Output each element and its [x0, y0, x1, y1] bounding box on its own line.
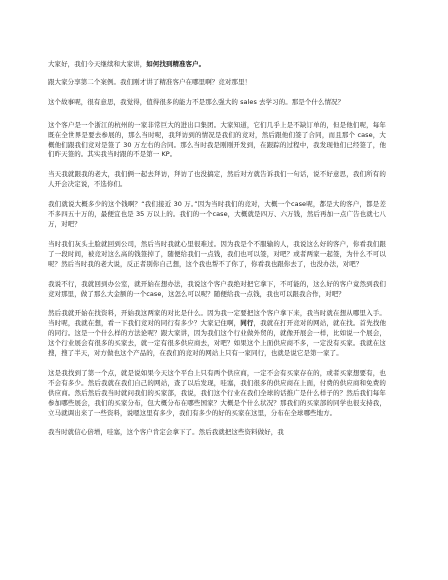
paragraph-10	[48, 369, 386, 419]
paragraph-10-text: 这是我找到了第一个点，就是说如果今天这个平台上只有两个供应商，一定不会有买家存在的，或者买家想要有，也不会有多少。然后我就在我们自己的网站，查了以后发现，哇塞，我们很多的供应商在上面，付费的供应商和免费的供应商。然后然后我当时就问我们的买家部，我说，我们这个行业在我们全球的话推广是什么样子的？然后我们每年参加哪些展会，我们的买家分布，包大概分布在哪些国家？大概是个什么状况？那我们的买家部的同学也很支持我，立马就调出来了一些资料，说嗯这里有多少，我们有多少的好的买家在这里，分布在全球哪些地方。	[48, 368, 386, 417]
paragraph-2-text: 跟大家分享第二个案例。我们刚才讲了精准客户在哪里啊？竞对那里！	[48, 77, 252, 86]
paragraph-5	[48, 170, 386, 190]
paragraph-4	[48, 121, 386, 161]
paragraph-4-text: 这个客户是一个浙江的杭州的一家非常巨大的进出口集团。大家知道，它们几乎上是不缺订单的，但是他们呢，每年既在全世界是要去参展的，那么当时呢，我拜访到的情况是我们的竞对，然后跟他们签了合同，而且那个 case，大概他们跟我们竞对是签了 30 万左右的合同。那么当时我是刚刚开发到，在跟踪的过程中，我发现他们已经签了，他们昨天签的。其实我当时跟的不是第一 KP。	[48, 120, 386, 159]
paragraph-9-text-b: ，我就在打开竞对的网站，就在找。首先找他的同行。这是一个什么样的方法论呢？跟大家讲，因为我们这个行业做外贸的，就像开展会一样，比如说一个展会，这个行业展会有很多的买家去，就一定有很多供应商去，对吧？如果这个上面供应商不多，一定没有买家。我就在这搜，搜了半天，对方做也这个产品的，在我们的竞对的网站上只有一家同行，也就是说它是第一家了。	[48, 319, 386, 358]
paragraph-5-text: 当天我就跟我的老大，我们俩一起去拜访，拜访了也没搞定，然后对方就告诉我们一句话，说不好意思，我们所有的人开会决定说，不选你们。	[48, 170, 386, 189]
paragraph-11	[48, 428, 386, 438]
paragraph-9-text-a: 然后我就开始在找资料，开始我这两家的对比是什么。因为我一定要把这个客户拿下来，我当时就在想从哪里入手。当时呢，我就在想，看一下我们竞对的同行有多少？大家记住啊，	[48, 309, 386, 328]
paragraph-7	[48, 240, 386, 270]
paragraph-6	[48, 200, 386, 230]
paragraph-9	[48, 309, 386, 359]
paragraph-8-text: 我说不行，我就回到办公室，就开始在想办法，我说这个客户我绝对把它拿下，不可能的，这么好的客户竟然到我们竞对那里，做了那么大金额的一个case，这怎么可以呢？随便给我一点钱，我也可以跟我合作，对吧？	[48, 279, 386, 298]
paragraph-3-text: 这个故事呢，很有意思，我觉得，值得很多的能力不是那么强大的 sales 去学习的。那是个什么情况？	[48, 97, 345, 106]
paragraph-2	[48, 78, 386, 88]
paragraph-1-bold-text: 如何找到精准客户。	[146, 60, 206, 68]
paragraph-6-text: 我们就说大概多少的这个钱啊？“我们接近 30 万。”因为当时我们的竞对，大概一个case呢，都是大的客户，都是差不多四五十万的，最便宜也是 35 万以上的。我们的一个case，大概就是四万、六万钱，然后再加一点广告也就七八万，对吧？	[48, 200, 386, 228]
document-page	[48, 60, 386, 575]
paragraph-7-text: 当时我们灰头土脸就回到公司，然后当时我就心里很难过。因为我是个不服输的人，我说这么好的客户，你看我们跟了一段时间，被竞对这么高的钱签掉了，随便给我们一点钱，我们也可以签，对吧？或者两家一起签，为什么不可以呢？然后当时我的老大说，反正者别你自己想，这个我也帮不了你了，你看我也跟你去了，也没办法，对吧？	[48, 239, 386, 268]
paragraph-1-text-a: 大家好，我们今天继续和大家讲，	[48, 60, 147, 68]
paragraph-1	[48, 60, 386, 70]
paragraph-9-bold-text: 同行	[240, 319, 254, 328]
paragraph-3	[48, 98, 386, 108]
paragraph-11-text: 我当时就信心倍增，哇塞，这个客户肯定会拿下了。然后我就把这些资料做好，我	[48, 428, 284, 437]
paragraph-8	[48, 280, 386, 300]
